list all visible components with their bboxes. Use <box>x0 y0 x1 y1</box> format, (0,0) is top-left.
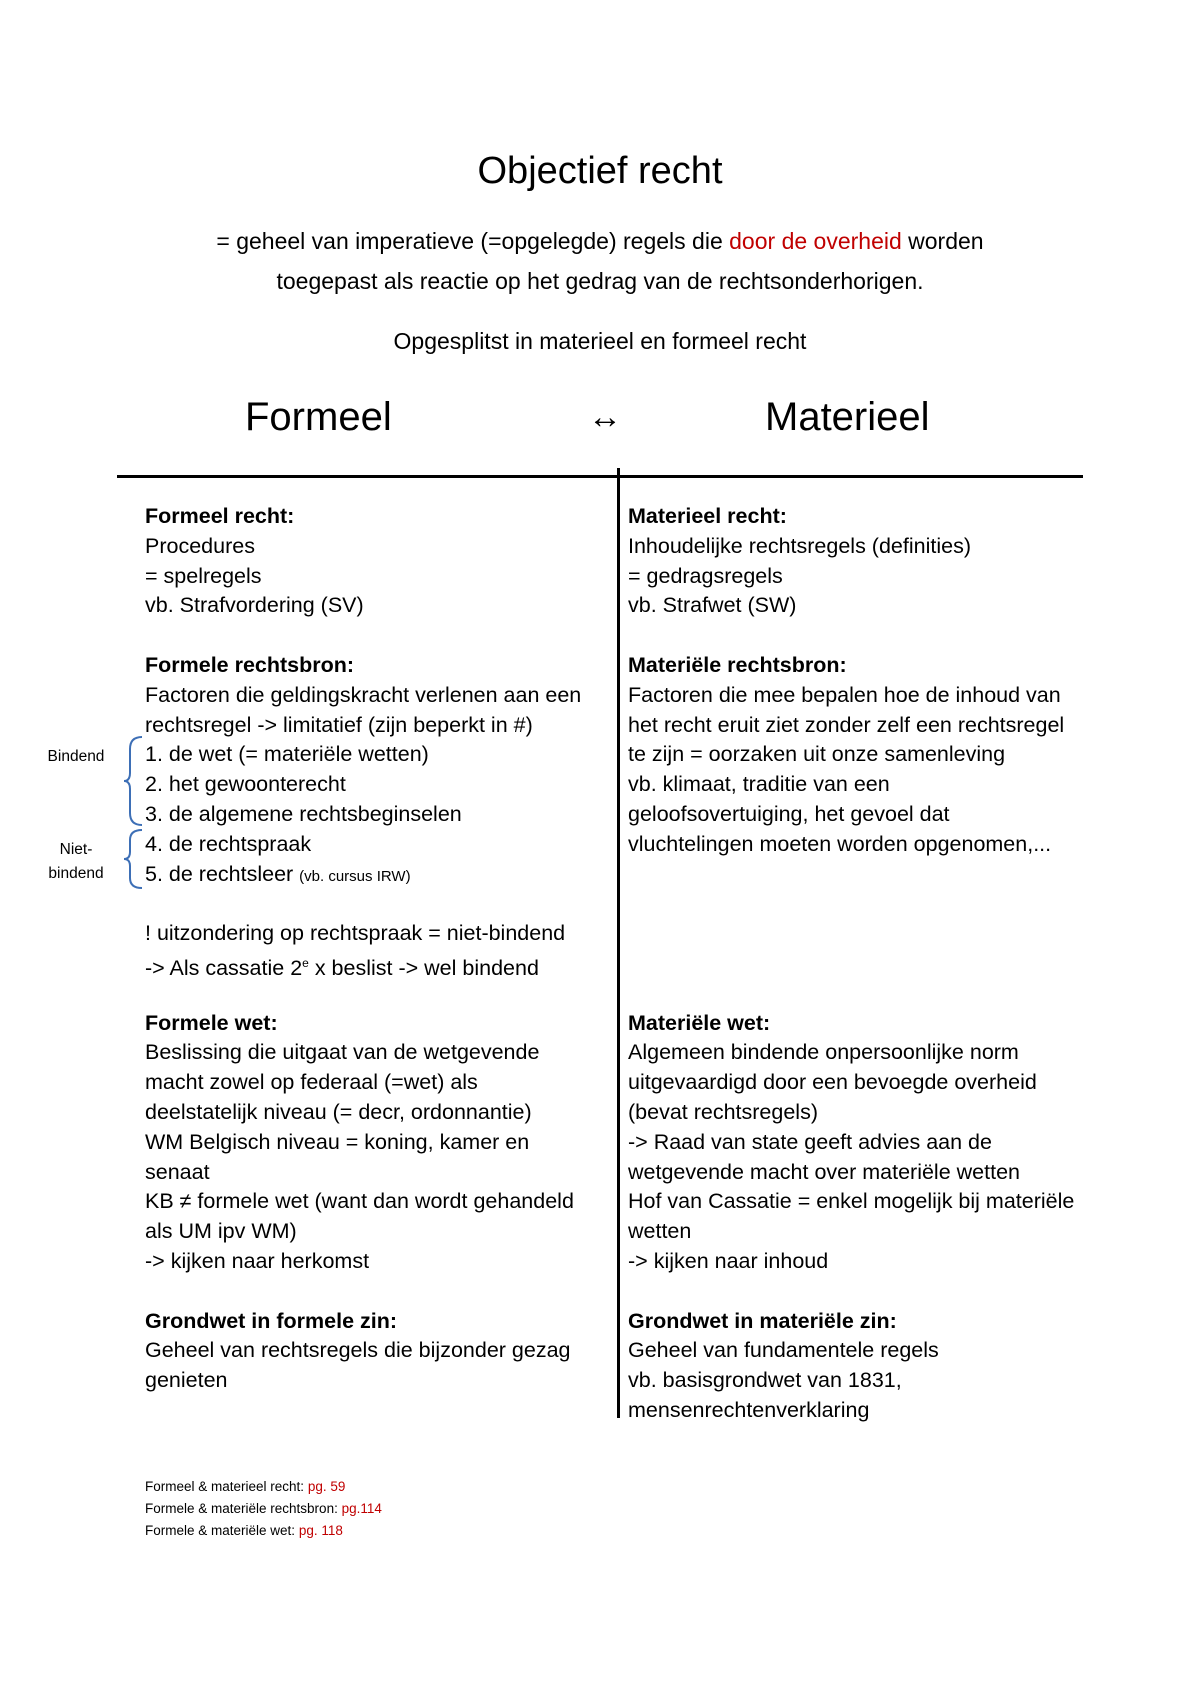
definition-pre: = geheel van imperatieve (=opgelegde) regels die <box>216 228 730 254</box>
list-item-note: (vb. cursus IRW) <box>299 867 411 885</box>
text-line: WM Belgisch niveau = koning, kamer en <box>145 1129 530 1154</box>
text-line: = gedragsregels <box>628 563 783 588</box>
materiele-wet-heading: Materiële wet: <box>628 1010 771 1035</box>
text-line: genieten <box>145 1368 228 1393</box>
label-bindend: Bindend <box>47 748 105 765</box>
text-line: wetgevende macht over materiële wetten <box>628 1159 1020 1184</box>
footnote-text: Formele & materiële rechtsbron: <box>145 1501 342 1516</box>
text-line: Factoren die geldingskracht verlenen aan een <box>145 682 582 707</box>
text-line: vb. basisgrondwet van 1831, <box>628 1368 902 1393</box>
brace-niet-bindend-icon <box>122 828 144 890</box>
text-line: -> kijken naar herkomst <box>145 1248 370 1273</box>
grondwet-formeel-heading: Grondwet in formele zin: <box>145 1308 398 1333</box>
text-line: vb. Strafwet (SW) <box>628 593 797 618</box>
text-line: vluchtelingen moeten worden opgenomen,... <box>628 831 1052 856</box>
text-line: geloofsovertuiging, het gevoel dat <box>628 801 950 826</box>
label-niet-bindend <box>36 838 116 886</box>
horizontal-divider <box>117 475 1083 478</box>
text-line: Algemeen bindende onpersoonlijke norm <box>628 1040 1019 1065</box>
grondwet-materieel-heading: Grondwet in materiële zin: <box>628 1308 897 1333</box>
list-item: 1. de wet (= materiële wetten) <box>145 742 429 767</box>
text-line: vb. Strafvordering (SV) <box>145 593 364 618</box>
text-line: -> Raad van state geeft advies aan de <box>628 1129 992 1154</box>
footnote-page: pg.114 <box>341 1501 382 1516</box>
footnote <box>145 1523 343 1538</box>
list-item: 2. het gewoonterecht <box>145 772 346 797</box>
text-line: mensenrechtenverklaring <box>628 1397 870 1422</box>
text-line: macht zowel op federaal (=wet) als <box>145 1070 478 1095</box>
formeel-recht-heading: Formeel recht: <box>145 504 295 528</box>
double-arrow-icon: ↔ <box>588 398 622 436</box>
text-line: als UM ipv WM) <box>145 1219 297 1244</box>
definition-post: worden <box>901 228 984 254</box>
text-line: (bevat rechtsregels) <box>628 1099 818 1124</box>
text-line: Geheel van rechtsregels die bijzonder gezag <box>145 1338 571 1363</box>
brace-bindend-icon <box>122 735 144 827</box>
cassatie-line <box>145 949 581 979</box>
text-line: te zijn = oorzaken uit onze samenleving <box>628 742 1006 767</box>
text-line: Geheel van fundamentele regels <box>628 1338 939 1363</box>
text-line: = spelregels <box>145 563 262 588</box>
text-line: -> kijken naar inhoud <box>628 1248 829 1273</box>
label-niet-line-2: bindend <box>48 865 104 882</box>
materiele-rechtsbron-heading: Materiële rechtsbron: <box>628 652 847 677</box>
footnote-page: pg. 118 <box>298 1523 343 1538</box>
text-line: Beslissing die uitgaat van de wetgevende <box>145 1040 540 1065</box>
header-materieel: Materieel <box>765 395 930 439</box>
text-line: KB ≠ formele wet (want dan wordt gehandeld <box>145 1189 574 1214</box>
text-line: Inhoudelijke rechtsregels (definities) <box>628 533 971 558</box>
list-item-text: 5. de rechtsleer <box>145 861 300 886</box>
materieel-recht-heading: Materieel recht: <box>628 504 787 528</box>
text-line: wetten <box>628 1219 692 1244</box>
list-item <box>145 860 581 890</box>
footnote-text: Formele & materiële wet: <box>145 1523 299 1538</box>
left-column <box>145 502 581 1396</box>
list-item: 3. de algemene rechtsbeginselen <box>145 801 462 826</box>
cassatie-post: x beslist -> wel bindend <box>308 956 539 981</box>
footnote-text: Formeel & materieel recht: <box>145 1479 308 1494</box>
vertical-divider <box>617 468 620 1418</box>
split-subtitle: Opgesplitst in materieel en formeel recht <box>393 328 807 354</box>
right-column <box>628 502 1074 1426</box>
exception-line: ! uitzondering op rechtspraak = niet-bindend <box>145 921 566 946</box>
cassatie-pre: -> Als cassatie 2 <box>145 956 303 981</box>
text-line: Hof van Cassatie = enkel mogelijk bij materiële <box>628 1189 1075 1214</box>
footnote <box>145 1479 345 1494</box>
footnote-page: pg. 59 <box>307 1479 346 1494</box>
definition-highlight: door de overheid <box>729 228 902 254</box>
text-line: vb. klimaat, traditie van een <box>628 772 890 797</box>
text-line: Factoren die mee bepalen hoe de inhoud van <box>628 682 1061 707</box>
page-title: Objectief recht <box>477 150 723 192</box>
definition-line-2: toegepast als reactie op het gedrag van de rechtsonderhorigen. <box>276 268 924 294</box>
cassatie-sup: e <box>302 955 309 970</box>
header-formeel: Formeel <box>245 395 392 439</box>
text-line: het recht eruit ziet zonder zelf een rechtsregel <box>628 712 1065 737</box>
formele-rechtsbron-heading: Formele rechtsbron: <box>145 652 355 677</box>
definition-line-1 <box>0 228 1200 255</box>
footnote <box>145 1501 382 1516</box>
text-line: rechtsregel -> limitatief (zijn beperkt in #) <box>145 712 533 737</box>
formele-wet-heading: Formele wet: <box>145 1010 278 1035</box>
text-line: uitgevaardigd door een bevoegde overheid <box>628 1070 1037 1095</box>
text-line: Procedures <box>145 533 255 558</box>
list-item: 4. de rechtspraak <box>145 831 312 856</box>
text-line: deelstatelijk niveau (= decr, ordonnantie) <box>145 1099 532 1124</box>
label-niet-line-1: Niet- <box>59 841 93 858</box>
text-line: senaat <box>145 1159 210 1184</box>
